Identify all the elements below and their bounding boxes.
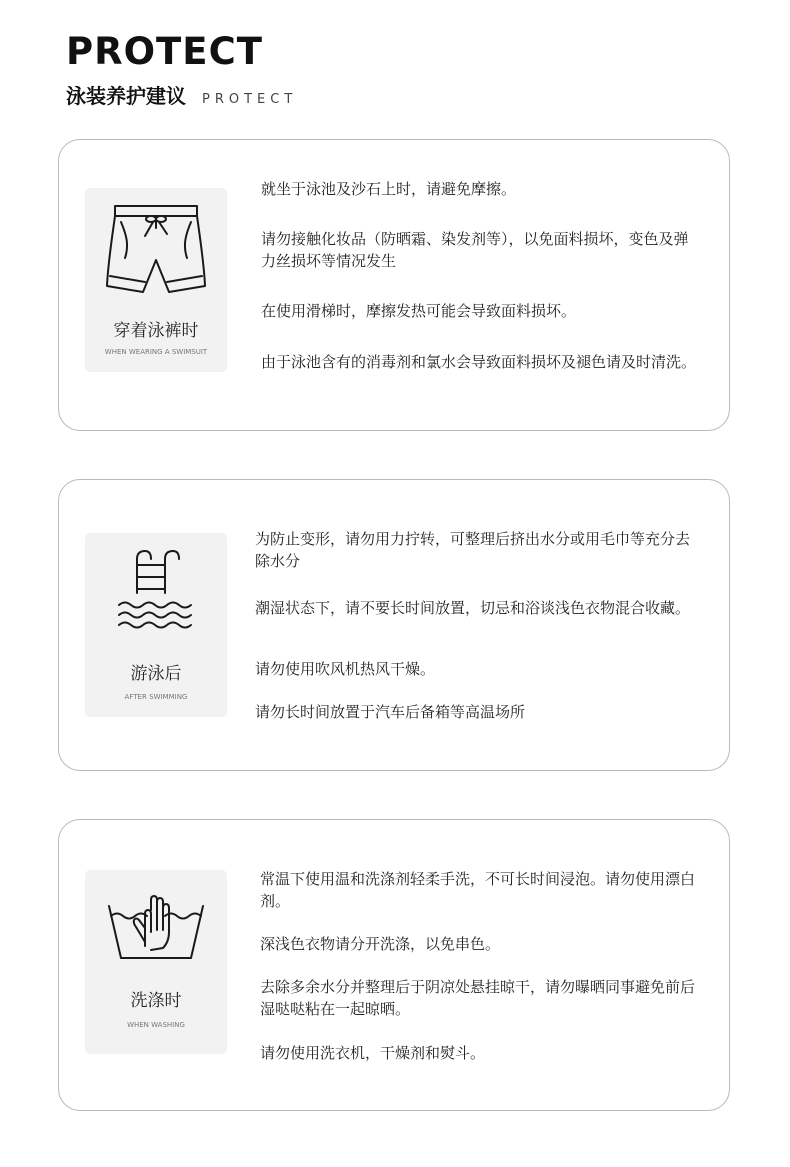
care-icon-panel <box>85 188 227 372</box>
care-icon-panel <box>85 533 227 717</box>
care-tip: 潮湿状态下，请不要长时间放置，切忌和浴谈浅色衣物混合收藏。 <box>255 599 691 617</box>
care-tip: 就坐于泳池及沙石上时，请避免摩擦。 <box>261 180 517 198</box>
hand-wash-icon <box>85 870 227 990</box>
care-tip: 请勿使用吹风机热风干燥。 <box>255 660 436 678</box>
care-tip: 在使用滑梯时，摩擦发热可能会导致面料损坏。 <box>261 302 577 320</box>
care-label-en: WHEN WEARING A SWIMSUIT <box>104 348 208 356</box>
care-label-cn: 穿着泳裤时 <box>113 321 199 341</box>
page-title: PROTECT <box>66 30 263 73</box>
care-tip: 去除多余水分并整理后于阴凉处悬挂晾干，请勿曝晒同事避免前后湿哒哒粘在一起晾晒。 <box>260 978 696 1018</box>
pool-ladder-icon <box>85 533 227 653</box>
care-tip: 请勿长时间放置于汽车后备箱等高温场所 <box>255 703 526 721</box>
care-icon-panel <box>85 870 227 1054</box>
swim-shorts-icon <box>85 188 227 308</box>
care-tip: 常温下使用温和洗涤剂轻柔手洗，不可长时间浸泡。请勿使用漂白剂。 <box>260 870 696 910</box>
care-label-cn: 洗涤时 <box>130 991 182 1011</box>
subtitle-english: PROTECT <box>202 92 298 107</box>
page-subtitle <box>66 80 297 109</box>
care-label-en: WHEN WASHING <box>127 1021 185 1029</box>
care-tip: 请勿接触化妆品（防晒霜、染发剂等），以免面料损坏，变色及弹力丝损坏等情况发生 <box>261 230 689 270</box>
care-tip: 请勿使用洗衣机，干燥剂和熨斗。 <box>260 1044 486 1062</box>
care-card-wearing <box>58 139 730 431</box>
care-tip: 深浅色衣物请分开洗涤，以免串色。 <box>260 935 501 953</box>
subtitle-chinese: 泳装养护建议 <box>66 84 186 108</box>
care-card-washing <box>58 819 730 1111</box>
care-label-en: AFTER SWIMMING <box>124 693 188 701</box>
care-tip: 由于泳池含有的消毒剂和氯水会导致面料损坏及褪色请及时清洗。 <box>261 353 697 371</box>
care-tip: 为防止变形，请勿用力拧转，可整理后挤出水分或用毛巾等充分去除水分 <box>255 530 691 570</box>
care-label-cn: 游泳后 <box>130 664 182 684</box>
care-card-after-swimming <box>58 479 730 771</box>
